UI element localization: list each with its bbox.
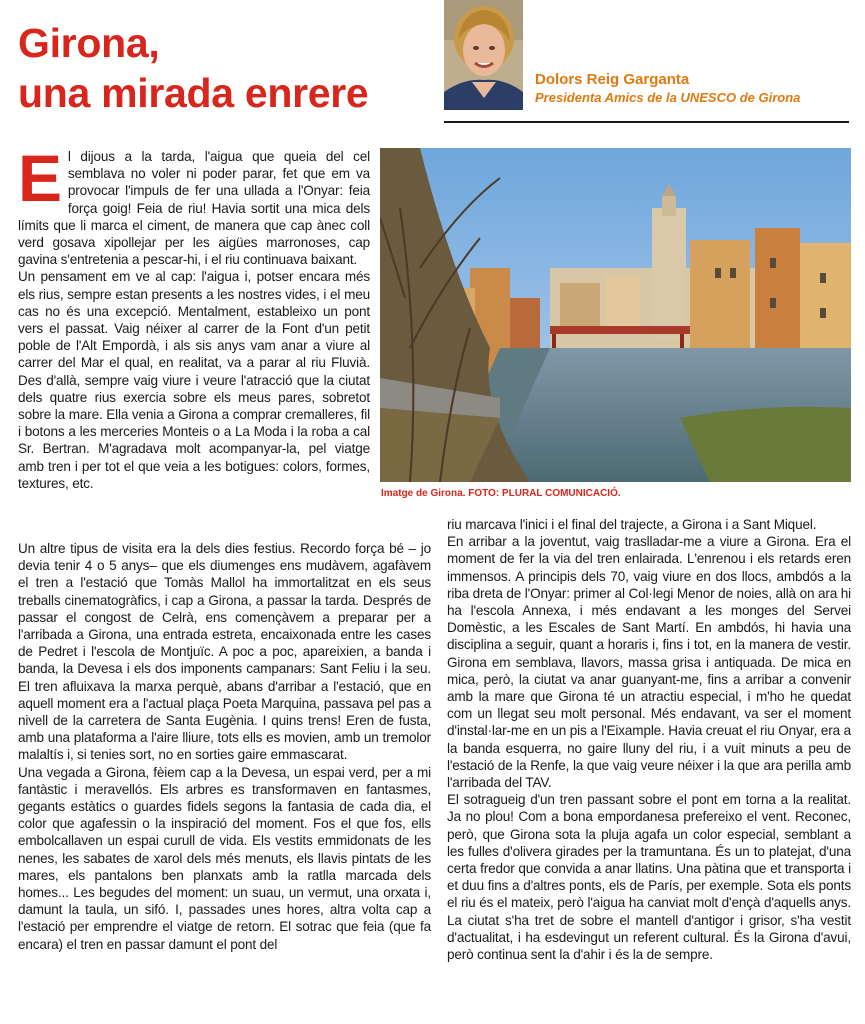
body-column-left-top <box>18 141 370 492</box>
body-column-left-bottom <box>18 540 431 953</box>
title-line-2: una mirada enrere <box>18 70 369 116</box>
author-portrait-drawing <box>444 0 523 110</box>
paragraph-7: El sotragueig d'un tren passant sobre el pont em torna a la realitat. Ja no plou! Com a bona empordanesa prefereixo el vent. Reconec, però, que Girona sota la pluja agafa un color especial, semblant a les fulles d'olivera girades per la tramuntana. És un to platejat, d'una certa fredor que convida a anar llatins. Una pàtina que et transporta i et duu fins a d'altres ponts, els de París, per exemple. Sota els ponts el riu és el mateix, però l'aigua ha canviat molt d'ençà d'aquells anys. La ciutat s'ha tret de sobre el mantell d'antigor i grisor, s'ha vestit d'actualitat, i ha esdevingut un referent cultural. És la Girona d'avui, però continua sent la d'ahir i és la de sempre. <box>447 792 851 963</box>
author-byline <box>535 70 855 106</box>
author-portrait <box>444 0 523 110</box>
body-column-right <box>447 516 851 963</box>
article-title <box>18 18 428 118</box>
girona-river-illustration <box>380 148 851 482</box>
paragraph-6: En arribar a la joventut, vaig traslladar-me a viure a Girona. Era el moment de fer la via del tren enlairada. L'enrenou i els retards eren immensos. A principis dels 70, vaig viure en dos llocs, ambdós a la riba dreta de l'Onyar: primer al Col·legi Menor de noies, allà on ara hi ha l'escola Annexa, i més endavant a les monges del Servei Domèstic, a les Escales de Sant Martí. En ambdós, hi havia una disciplina a seguir, quant a horaris i, fins i tot, en la manera de vestir. Girona em semblava, llavors, massa grisa i antiquada. De mica en mica, però, la ciutat va anar guanyant-me, fins a arribar a convenir amb la mare que Girona té un atractiu especial, i m'ho he quedat com un llegat seu molt personal. Més endavant, va ser el moment d'instal·lar-me en un pis a l'Eixample. Havia creuat el riu Onyar, era a la banda esquerra, no gaire lluny del riu, i a vuit minuts a peu de l'estació de la Renfe, la que vaig veure néixer i la que ara perilla amb l'arribada del TAV. <box>447 534 851 791</box>
paragraph-1-text: l dijous a la tarda, l'aigua que queia del cel semblava no voler ni poder parar, fet que em va provocar l'impuls de fer una ullada a l'Onyar: feia força goig! Feia de riu! Havia sortit una mica dels límits que li marca el ciment, de manera que cap ànec coll verd gosava xipollejar per les aigües marronoses, cap gavina s'entretenia a pescar-hi, i el riu continuava baixant. <box>18 149 370 268</box>
paragraph-1 <box>18 141 370 268</box>
paragraph-3: Un altre tipus de visita era la dels dies festius. Recordo força bé – jo devia tenir 4 o 5 anys– que els diumenges ens mudàvem, agafàvem el tren a l'estació que Tomàs Mallol ha immortalitzat en els seus treballs cinematogràfics, i cap a Girona, a passar la tarda. Després de passar el congost de Celrà, ens començàvem a preparar per a l'arribada a Girona, una entrada estreta, encaixonada entre les cases de Pedret i l'escola de Montjuïc. A poc a poc, apareixien, a banda i banda, la Devesa i els dos imponents campanars: Sant Feliu i la seu. El tren afluixava la marxa perquè, abans d'arribar a l'estació, que en aquell moment era a l'actual plaça Poeta Marquina, passava pel pas a nivell de la carretera de Santa Eugènia. I quins trens! Eren de fusta, amb una plataforma a l'aire lliure, tots ells es movien, amb un tremolor malaltís i, si tenies sort, no en sorties gaire emmascarat. <box>18 541 431 763</box>
girona-photo <box>380 148 851 482</box>
drop-cap: E <box>18 141 62 215</box>
photo-caption: Imatge de Girona. FOTO: PLURAL COMUNICACIÓ. <box>381 488 621 499</box>
title-line-1: Girona, <box>18 20 160 66</box>
paragraph-4: Una vegada a Girona, fèiem cap a la Devesa, un espai verd, per a mi fantàstic i meravellós. Els arbres es transformaven en fantasmes, gegants estàtics o guardes fidels segons la fantasia de cada dia, el color que agafessin o la inspiració del moment. Fos el que fos, ells embolcallaven un espai curull de vida. Els vestits emmidonats de les nenes, les sabates de xarol dels més menuts, els llavis pintats de les mares, els pantalons ben planxats amb la ratlla marcada dels homes... Les begudes del moment: un suau, un vermut, una orxata i, damunt la taula, un sifó. I, passades unes hores, altra volta cap a l'estació per emprendre el viatge de retorn. El sotrac que feia (que fa encara) el tren en passar damunt el pont del <box>18 764 431 952</box>
header-divider <box>444 121 849 123</box>
paragraph-2: Un pensament em ve al cap: l'aigua i, potser encara més els rius, sempre estan presents a les nostres vides, i el meu cas no és una excepció. Mentalment, estableixo un pont vers el passat. Vaig néixer al carrer de la Font d'un petit poble de l'Alt Empordà, i als sis anys vam anar a viure al carrer del Mar el qual, en realitat, va a parar al riu Fluvià. Des d'allà, sempre vaig viure i veure l'atracció que la ciutat dels quatre rius exercia sobre els meus pares, sobretot sobre la mare. Ella venia a Girona a comprar cremalleres, fil i botons a les merceries Monteis o a La Moda i la roba a cal Sr. Bertran. M'agradava molt acompanyar-la, pel viatge amb tren i per tot el que veia a les botigues: colors, formes, textures, etc. <box>18 269 370 491</box>
author-name: Dolors Reig Garganta <box>535 71 690 88</box>
author-role: Presidenta Amics de la UNESCO de Girona <box>535 90 801 105</box>
paragraph-5: riu marcava l'inici i el final del trajecte, a Girona i a Sant Miquel. <box>447 517 817 532</box>
